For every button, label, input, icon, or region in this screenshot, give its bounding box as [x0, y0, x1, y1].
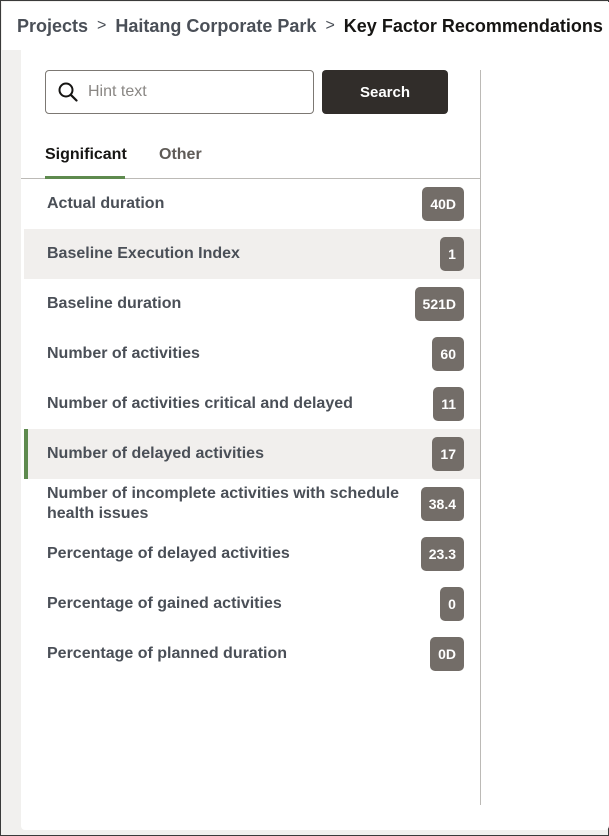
breadcrumb-projects[interactable]: Projects — [17, 15, 89, 36]
factor-value-badge: 0D — [430, 637, 464, 671]
panel-divider — [480, 70, 481, 805]
factor-value-badge: 40D — [422, 187, 464, 221]
tab-significant[interactable]: Significant — [45, 138, 125, 179]
factor-label: Baseline Execution Index — [47, 245, 240, 262]
list-item[interactable] — [24, 179, 480, 229]
list-item[interactable] — [24, 479, 480, 529]
factor-label: Percentage of gained activities — [47, 595, 282, 612]
factor-value-badge: 23.3 — [421, 537, 464, 571]
list-item[interactable] — [24, 229, 480, 279]
breadcrumb-separator: > — [325, 17, 335, 34]
factor-label: Actual duration — [47, 195, 165, 212]
page-title: Key Factor Recommendations — [343, 15, 603, 36]
factor-label: Number of incomplete activities with schedule health issues — [47, 485, 400, 522]
search-field[interactable] — [45, 70, 314, 114]
factor-value-badge: 60 — [432, 337, 464, 371]
list-item-selected[interactable] — [24, 429, 480, 479]
factor-label: Percentage of delayed activities — [47, 545, 290, 562]
factor-label: Baseline duration — [47, 295, 182, 312]
factor-value-badge: 38.4 — [421, 487, 464, 521]
list-item[interactable] — [24, 279, 480, 329]
breadcrumb-separator: > — [97, 17, 107, 34]
factor-label: Percentage of planned duration — [47, 645, 288, 662]
factor-label: Number of activities — [47, 345, 200, 362]
search-input[interactable] — [88, 83, 298, 101]
list-item[interactable] — [24, 379, 480, 429]
search-icon — [58, 82, 78, 102]
list-item[interactable] — [24, 329, 480, 379]
factor-value-badge: 11 — [433, 387, 464, 421]
factor-label: Number of delayed activities — [47, 445, 264, 462]
factor-value-badge: 1 — [440, 237, 464, 271]
factor-label: Number of activities critical and delayed — [47, 395, 353, 412]
breadcrumb — [2, 2, 609, 50]
factor-tabs — [21, 138, 480, 179]
list-item[interactable] — [24, 629, 480, 679]
tab-other[interactable]: Other — [159, 146, 202, 163]
factor-value-badge: 521D — [415, 287, 464, 321]
key-factor-panel — [21, 50, 609, 830]
factor-value-badge: 0 — [440, 587, 464, 621]
search-button[interactable]: Search — [322, 70, 448, 114]
factor-list — [24, 179, 480, 679]
list-item[interactable] — [24, 579, 480, 629]
breadcrumb-project-name[interactable]: Haitang Corporate Park — [115, 15, 317, 36]
factor-value-badge: 17 — [432, 437, 464, 471]
list-item[interactable] — [24, 529, 480, 579]
